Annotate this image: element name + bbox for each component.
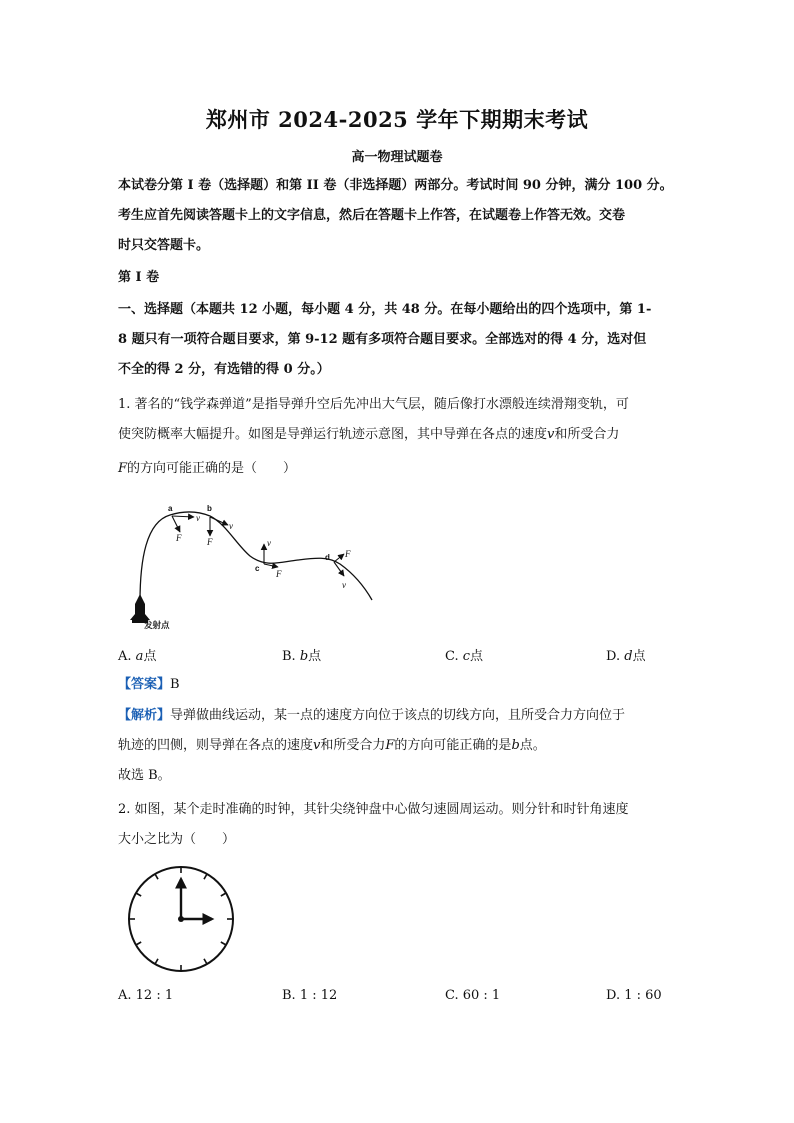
clock-center bbox=[178, 916, 184, 922]
label-point-b: b bbox=[207, 504, 212, 513]
intro-line-1: 本试卷分第 I 卷（选择题）和第 II 卷（非选择题）两部分。考试时间 90 分钟，满分 100 分。 bbox=[118, 178, 673, 193]
analysis-var-b: b bbox=[511, 738, 520, 753]
force-arrow-c bbox=[264, 564, 278, 567]
option-var: b bbox=[299, 649, 309, 664]
section-heading bbox=[118, 295, 684, 385]
answer-tag: 【答案】 bbox=[118, 677, 171, 692]
force-arrow-d bbox=[334, 554, 344, 562]
section-heading-line-3: 不全的得 2 分，有选错的得 0 分。） bbox=[118, 362, 330, 377]
analysis-var-v: v bbox=[313, 738, 321, 753]
option-letter: B. bbox=[282, 649, 296, 664]
analysis-tag: 【解析】 bbox=[118, 708, 171, 723]
analysis-conclusion: 故选 B。 bbox=[118, 768, 171, 783]
option-var: a bbox=[135, 649, 144, 664]
q1-option-c[interactable] bbox=[445, 645, 483, 664]
label-F-d: F bbox=[345, 549, 351, 559]
q1-var-F: F bbox=[118, 461, 128, 476]
q2-option-a[interactable]: A. 12 : 1 bbox=[118, 988, 174, 1003]
label-v-c: v bbox=[267, 538, 271, 548]
rocket-icon bbox=[130, 594, 150, 623]
label-v-b: v bbox=[229, 521, 233, 531]
intro-line-3: 时只交答题卡。 bbox=[118, 238, 210, 253]
option-var: d bbox=[624, 649, 633, 664]
q1-line-2a: 使突防概率大幅提升。如图是导弹运行轨迹示意图，其中导弹在各点的速度 bbox=[118, 427, 548, 442]
question-2-stem bbox=[118, 795, 684, 855]
option-suffix: 点 bbox=[632, 649, 646, 664]
option-letter: A. bbox=[118, 649, 132, 664]
section-heading-line-2: 8 题只有一项符合题目要求，第 9-12 题有多项符合题目要求。全部选对的得 4 分，选对但 bbox=[118, 332, 647, 347]
analysis-line-2c: 的方向可能正确的是 bbox=[394, 738, 512, 753]
option-suffix: 点 bbox=[143, 649, 157, 664]
missile-trajectory-figure bbox=[118, 500, 378, 630]
label-point-a: a bbox=[168, 504, 173, 513]
label-F-c: F bbox=[276, 569, 282, 579]
velocity-arrow-a bbox=[172, 516, 194, 517]
q1-option-d[interactable] bbox=[606, 645, 646, 664]
label-point-d: d bbox=[325, 553, 330, 562]
section-heading-line-1: 一、选择题（本题共 12 小题，每小题 4 分，共 48 分。在每小题给出的四个选项中，第 1- bbox=[118, 302, 652, 317]
label-point-c: c bbox=[255, 564, 260, 573]
q2-line-1: 2. 如图，某个走时准确的时钟，其针尖绕钟盘中心做匀速圆周运动。则分针和时针角速度 bbox=[118, 802, 629, 817]
analysis-var-F: F bbox=[385, 738, 395, 753]
label-v-a: v bbox=[196, 513, 200, 523]
label-F-a: F bbox=[176, 533, 182, 543]
q1-line-2 bbox=[118, 420, 684, 450]
velocity-arrow-b bbox=[210, 517, 228, 525]
q1-analysis bbox=[118, 701, 684, 791]
exam-subtitle: 高一物理试题卷 bbox=[351, 150, 443, 165]
answer-value: B bbox=[170, 677, 180, 692]
analysis-line-2 bbox=[118, 731, 684, 761]
option-suffix: 点 bbox=[470, 649, 484, 664]
volume-label: 第 I 卷 bbox=[118, 270, 160, 285]
question-1-stem bbox=[118, 390, 684, 484]
analysis-line-2a: 轨迹的凹侧，则导弹在各点的速度 bbox=[118, 738, 314, 753]
q1-answer bbox=[118, 670, 684, 700]
clock-figure bbox=[124, 862, 238, 976]
analysis-line-2d: 点。 bbox=[519, 738, 546, 753]
q2-option-d[interactable]: D. 1 : 60 bbox=[606, 988, 662, 1003]
force-arrow-a bbox=[172, 516, 180, 532]
trajectory-curve bbox=[140, 512, 372, 602]
q1-line-3-text: 的方向可能正确的是（ ） bbox=[127, 461, 297, 476]
label-launch-point: 发射点 bbox=[144, 620, 170, 630]
q1-option-b[interactable] bbox=[282, 645, 321, 664]
analysis-line-2b: 和所受合力 bbox=[320, 738, 386, 753]
analysis-line-1-text: 导弹做曲线运动，某一点的速度方向位于该点的切线方向，且所受合力方向位于 bbox=[170, 708, 626, 723]
label-F-b: F bbox=[207, 537, 213, 547]
exam-title: 郑州市 2024-2025 学年下期期末考试 bbox=[205, 107, 589, 132]
option-letter: D. bbox=[606, 649, 621, 664]
q2-option-b[interactable]: B. 1 : 12 bbox=[282, 988, 338, 1003]
q2-option-c[interactable]: C. 60 : 1 bbox=[445, 988, 501, 1003]
q2-line-2: 大小之比为（ ） bbox=[118, 832, 236, 847]
option-var: c bbox=[462, 649, 471, 664]
q1-line-2b: 和所受合力 bbox=[554, 427, 620, 442]
intro-paragraph bbox=[118, 171, 684, 261]
intro-line-2: 考生应首先阅读答题卡上的文字信息，然后在答题卡上作答，在试题卷上作答无效。交卷 bbox=[118, 208, 626, 223]
q1-option-a[interactable] bbox=[118, 645, 156, 664]
analysis-line-1 bbox=[118, 701, 684, 731]
option-suffix: 点 bbox=[308, 649, 322, 664]
label-v-d: v bbox=[342, 580, 346, 590]
option-letter: C. bbox=[445, 649, 459, 664]
q1-line-3 bbox=[118, 454, 684, 484]
q1-line-1: 1. 著名的“钱学森弹道”是指导弹升空后先冲出大气层，随后像打水漂般连续滑翔变轨，可 bbox=[118, 397, 629, 412]
q1-var-v: v bbox=[547, 427, 555, 442]
